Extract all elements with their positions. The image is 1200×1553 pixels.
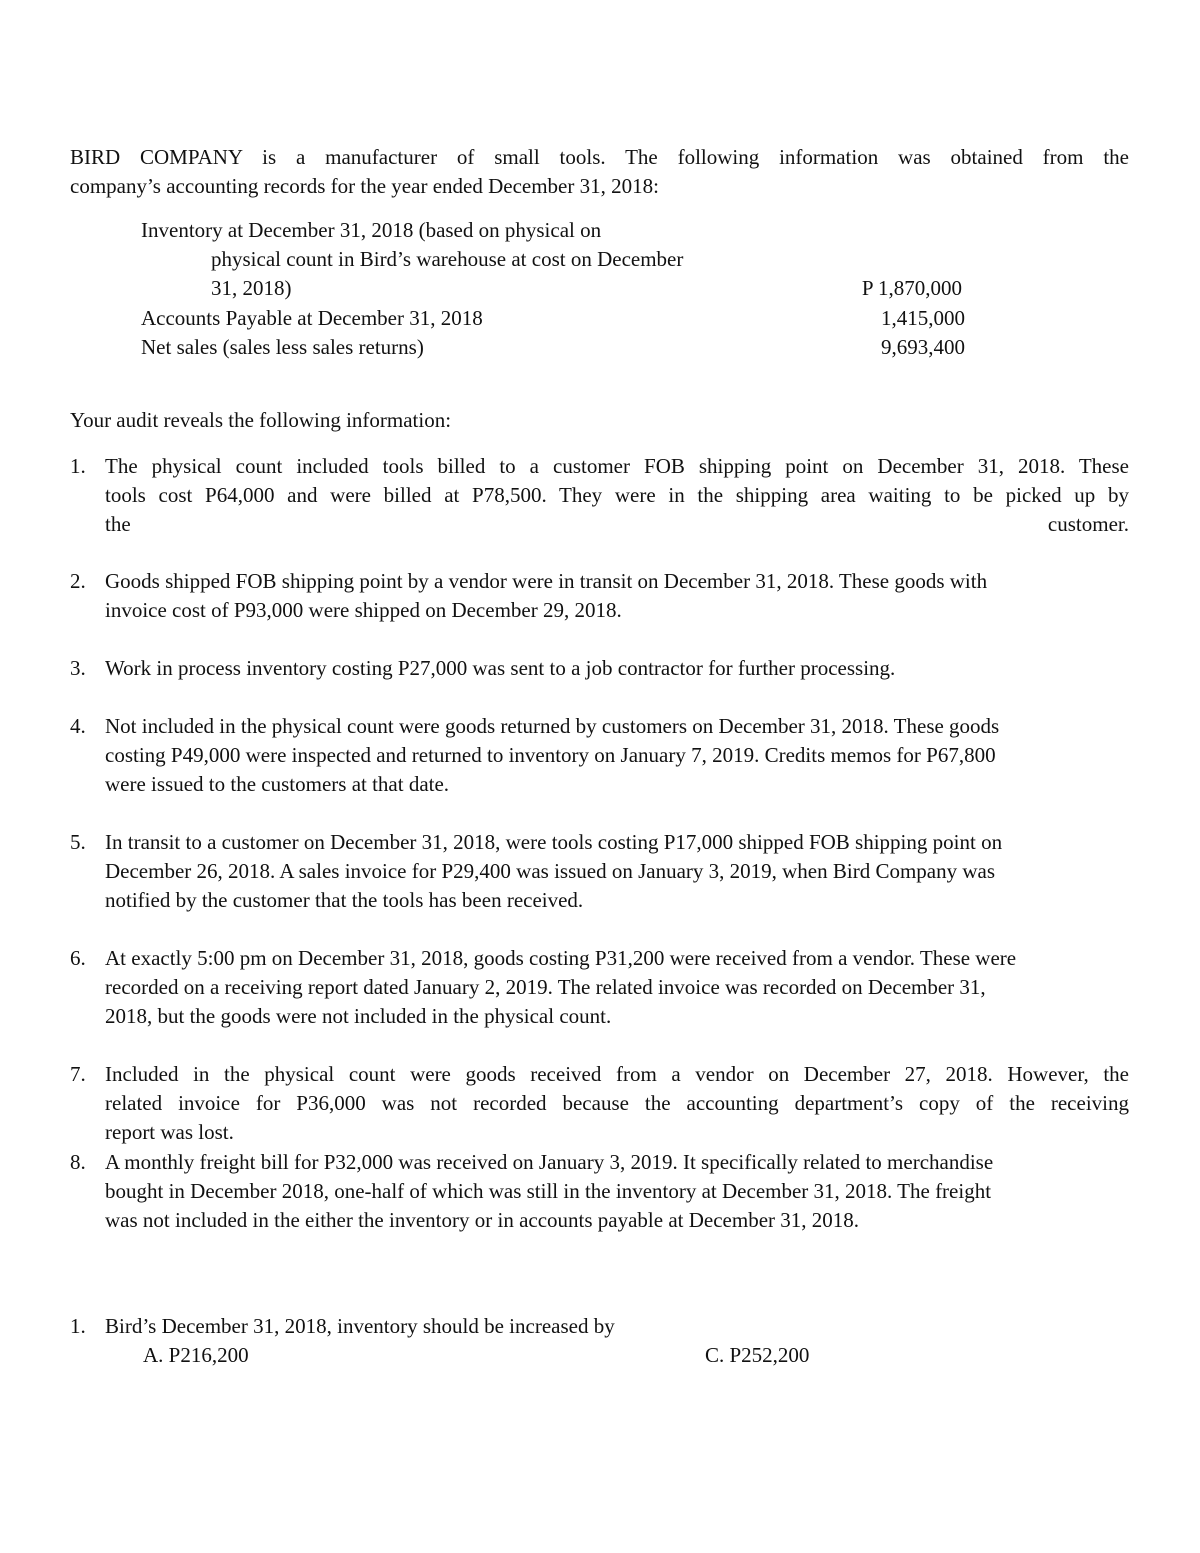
item-text xyxy=(105,452,1129,539)
intro-paragraph xyxy=(70,143,1129,201)
item-line: At exactly 5:00 pm on December 31, 2018, goods costing P31,200 were received from a vendor. These were xyxy=(105,946,1017,970)
item-line: invoice cost of P93,000 were shipped on December 29, 2018. xyxy=(105,598,622,622)
item-text xyxy=(105,1060,1129,1147)
item-number: 8. xyxy=(70,1150,86,1174)
table-row-label: Inventory at December 31, 2018 (based on physical on xyxy=(141,218,602,242)
item-text xyxy=(105,567,1129,625)
item-text xyxy=(105,712,1129,799)
item-number: 1. xyxy=(70,454,86,478)
intro-line: company’s accounting records for the year ended December 31, 2018: xyxy=(70,174,659,198)
table-row-amount: P 1,870,000 xyxy=(861,276,962,300)
item-number: 6. xyxy=(70,946,86,970)
item-line: tools cost P64,000 and were billed at P78,500. They were in the shipping area waiting to be picked up by xyxy=(105,483,1129,507)
item-text xyxy=(105,944,1129,1031)
table-row-label: Accounts Payable at December 31, 2018 xyxy=(141,306,483,330)
item-line: December 26, 2018. A sales invoice for P29,400 was issued on January 3, 2019, when Bird Company was xyxy=(105,859,996,883)
audit-intro: Your audit reveals the following information: xyxy=(70,408,452,432)
item-line: Goods shipped FOB shipping point by a vendor were in transit on December 31, 2018. These goods with xyxy=(105,569,988,593)
item-line: was not included in the either the inventory or in accounts payable at December 31, 2018. xyxy=(105,1208,860,1232)
item-line: A monthly freight bill for P32,000 was received on January 3, 2019. It specifically related to merchandise xyxy=(105,1150,994,1174)
item-number: 4. xyxy=(70,714,86,738)
item-number: 3. xyxy=(70,656,86,680)
item-number: 5. xyxy=(70,830,86,854)
item-text xyxy=(105,654,1129,683)
question-text: Bird’s December 31, 2018, inventory should be increased by xyxy=(105,1314,615,1338)
table-row-amount: 9,693,400 xyxy=(881,335,965,359)
item-line: Work in process inventory costing P27,000 was sent to a job contractor for further processing. xyxy=(105,656,896,680)
intro-line: BIRD COMPANY is a manufacturer of small tools. The following information was obtained from the xyxy=(70,145,1129,169)
item-line: notified by the customer that the tools has been received. xyxy=(105,888,584,912)
item-line: recorded on a receiving report dated January 2, 2019. The related invoice was recorded on December 31, xyxy=(105,975,986,999)
item-number: 7. xyxy=(70,1062,86,1086)
item-line: were issued to the customers at that date. xyxy=(105,772,450,796)
item-line: 2018, but the goods were not included in the physical count. xyxy=(105,1004,612,1028)
question-number: 1. xyxy=(70,1314,86,1338)
item-number: 2. xyxy=(70,569,86,593)
table-row-label: Net sales (sales less sales returns) xyxy=(141,335,424,359)
table-row-amount: 1,415,000 xyxy=(881,306,965,330)
table-row-label: 31, 2018) xyxy=(211,276,292,300)
item-line: report was lost. xyxy=(105,1120,234,1144)
item-text xyxy=(105,1148,1129,1235)
answer-choice-c: C. P252,200 xyxy=(705,1343,810,1367)
item-text xyxy=(105,828,1129,915)
item-line: costing P49,000 were inspected and returned to inventory on January 7, 2019. Credits memos for P67,800 xyxy=(105,743,996,767)
item-line: In transit to a customer on December 31, 2018, were tools costing P17,000 shipped FOB shipping point on xyxy=(105,830,1003,854)
item-line: bought in December 2018, one-half of which was still in the inventory at December 31, 2018. The freight xyxy=(105,1179,992,1203)
item-line: The physical count included tools billed to a customer FOB shipping point on December 31, 2018. These xyxy=(105,454,1129,478)
answer-choice-a: A. P216,200 xyxy=(143,1343,249,1367)
item-line: related invoice for P36,000 was not recorded because the accounting department’s copy of the receiving xyxy=(105,1091,1129,1115)
item-line: the customer. xyxy=(105,512,1129,536)
item-line: Not included in the physical count were goods returned by customers on December 31, 2018. These goods xyxy=(105,714,1000,738)
item-line: Included in the physical count were goods received from a vendor on December 27, 2018. However, the xyxy=(105,1062,1129,1086)
table-row-label: physical count in Bird’s warehouse at cost on December xyxy=(211,247,684,271)
